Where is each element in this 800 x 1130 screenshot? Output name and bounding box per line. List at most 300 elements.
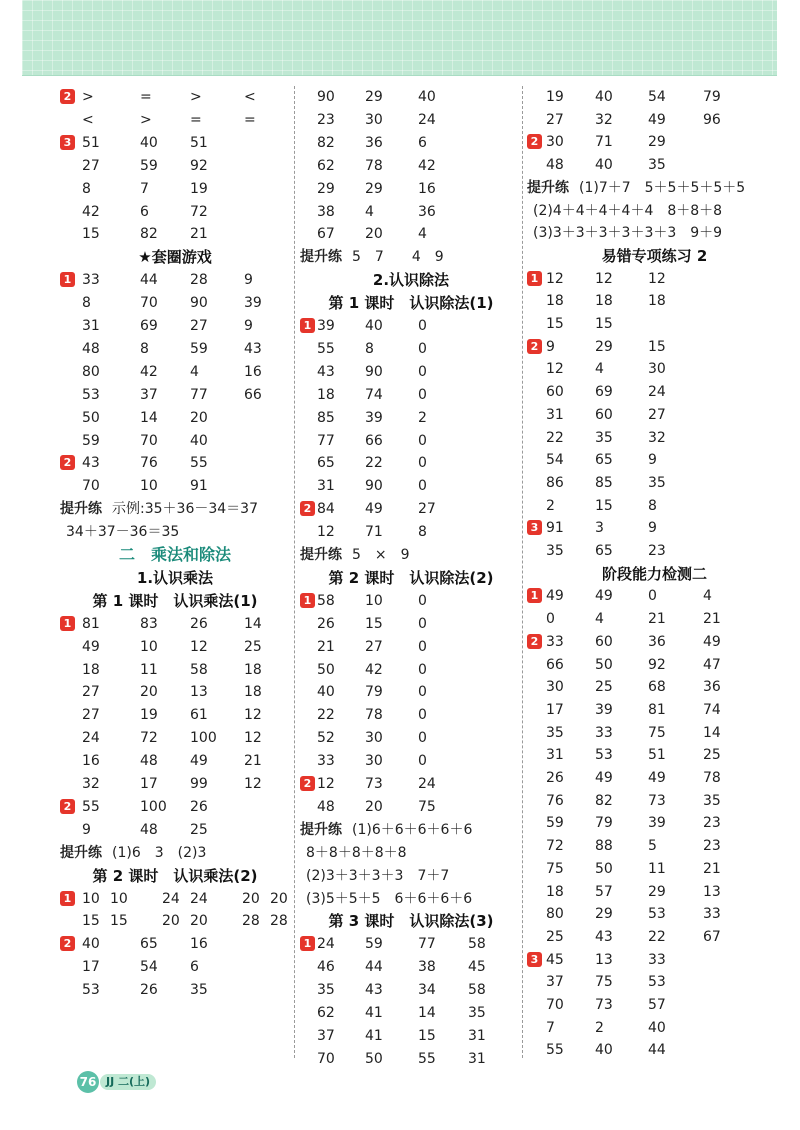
answer-line <box>300 956 522 978</box>
answer-line <box>60 979 290 1001</box>
answer-value: 78 <box>703 770 721 786</box>
answer-line <box>300 865 522 887</box>
answer-value: 62 <box>317 1005 335 1021</box>
answer-value: 31 <box>82 318 100 334</box>
answer-value: 20 <box>190 913 208 930</box>
answer-value: 90 <box>190 295 208 312</box>
answer-value: 92 <box>648 656 666 673</box>
answer-value: 21 <box>190 226 208 243</box>
answer-value: 76 <box>140 455 158 472</box>
answer-value: 38 <box>317 203 335 220</box>
answer-value: 4 <box>418 226 427 243</box>
answer-line <box>527 177 782 199</box>
answer-value: 35 <box>468 1005 486 1021</box>
answer-value: 78 <box>365 707 383 724</box>
answer-line <box>300 155 522 177</box>
spacer <box>135 545 151 564</box>
answer-value: 59 <box>365 936 383 953</box>
answer-line <box>60 498 290 520</box>
section-heading: 阶段能力检测二 <box>601 564 707 583</box>
answer-value: 30 <box>546 679 564 696</box>
answer-line <box>527 86 782 108</box>
answer-value: 43 <box>82 455 100 472</box>
answer-value: 41 <box>365 1027 383 1044</box>
answer-value: 75 <box>418 798 436 815</box>
answer-value: 39 <box>244 295 262 312</box>
answer-line <box>60 865 290 887</box>
answer-value: 33 <box>595 724 613 741</box>
answer-value: 38 <box>418 959 436 976</box>
answer-line <box>527 472 782 494</box>
answer-line <box>527 200 782 222</box>
answer-value: 0 <box>418 684 427 701</box>
answer-value: = <box>244 111 256 128</box>
answer-line <box>300 521 522 543</box>
answer-value: 39 <box>595 701 613 718</box>
answer-value: 34 <box>418 982 436 999</box>
answer-value: 55 <box>190 455 208 472</box>
answer-value: 9 <box>546 338 555 355</box>
answer-value: 25 <box>546 928 564 945</box>
answer-value: 49 <box>595 588 613 605</box>
practice-answer: 5 7 4 9 <box>352 249 444 266</box>
answer-line <box>60 132 290 154</box>
answer-value: 66 <box>244 386 262 403</box>
answer-line <box>60 819 290 841</box>
answer-value: 39 <box>648 815 666 832</box>
answer-value: 52 <box>317 730 335 747</box>
question-number-badge: 1 <box>300 936 315 951</box>
answer-line <box>60 888 290 910</box>
answer-value: 48 <box>140 753 158 770</box>
answer-value: 51 <box>648 747 666 764</box>
answer-value: 0 <box>418 455 427 472</box>
answer-value: 50 <box>365 1050 383 1067</box>
page-number: 76 <box>77 1071 99 1093</box>
answer-value: 35 <box>546 543 564 559</box>
answer-value: 15 <box>82 226 100 243</box>
answer-value: 13 <box>595 951 613 968</box>
practice-label: 提升练 <box>300 547 342 563</box>
answer-value: < <box>244 89 256 105</box>
answer-value: 48 <box>82 340 100 357</box>
answer-value: 59 <box>190 340 208 357</box>
answer-value: 20 <box>270 890 288 907</box>
answer-value: 49 <box>190 753 208 770</box>
answer-line <box>300 544 522 566</box>
practice-label: 提升练 <box>527 179 569 196</box>
answer-value: 29 <box>365 89 383 105</box>
answer-value: 21 <box>703 860 721 877</box>
answer-line <box>527 358 782 380</box>
answer-value: 79 <box>365 684 383 701</box>
answer-value: 18 <box>546 883 564 900</box>
answer-value: 62 <box>317 157 335 174</box>
section-heading: 易错专项练习 2 <box>601 246 708 265</box>
answer-line <box>60 773 290 795</box>
answer-line <box>527 290 782 312</box>
answer-value: 17 <box>546 701 564 718</box>
practice-answer: (3)3＋3＋3＋3＋3＋3 9＋9 <box>533 225 723 242</box>
answer-value: 40 <box>82 936 100 953</box>
answer-value: 15 <box>546 316 564 332</box>
answer-value: 0 <box>648 588 657 605</box>
answer-value: 17 <box>82 959 100 976</box>
answer-line <box>60 910 290 932</box>
answer-value: 32 <box>648 429 666 446</box>
answer-value: 53 <box>648 974 666 991</box>
question-number-badge: 3 <box>527 952 542 967</box>
answer-value: 54 <box>140 959 158 976</box>
answer-value: 85 <box>317 409 335 426</box>
answer-line <box>300 361 522 383</box>
answer-value: 55 <box>317 340 335 357</box>
answer-value: 24 <box>418 776 436 792</box>
answer-value: 15 <box>110 913 128 930</box>
answer-value: 40 <box>595 157 613 174</box>
answer-value: 33 <box>703 906 721 923</box>
answer-line <box>300 613 522 635</box>
answer-value: 81 <box>82 615 100 632</box>
answer-value: 49 <box>648 770 666 786</box>
answer-value: 42 <box>82 203 100 220</box>
answer-value: 26 <box>317 615 335 632</box>
answer-value: 14 <box>418 1005 436 1021</box>
answer-value: 6 <box>190 959 199 976</box>
answer-value: 30 <box>365 111 383 128</box>
answer-value: 35 <box>190 982 208 999</box>
section-heading: 第 1 课时 认识除法(1) <box>328 294 494 313</box>
answer-line <box>527 404 782 426</box>
answer-value: 51 <box>82 134 100 151</box>
answer-value: 14 <box>244 615 262 632</box>
answer-value: 20 <box>242 890 260 907</box>
answer-value: 25 <box>190 821 208 838</box>
answer-value: 36 <box>418 203 436 220</box>
answer-value: 69 <box>595 384 613 401</box>
answer-value: 53 <box>648 906 666 923</box>
answer-line <box>527 903 782 925</box>
answer-line <box>527 449 782 471</box>
answer-value: 18 <box>244 684 262 701</box>
answer-value: 12 <box>244 776 262 792</box>
answer-value: 10 <box>82 890 100 907</box>
answer-value: 9 <box>82 821 91 838</box>
answer-value: 35 <box>703 792 721 809</box>
answer-value: 0 <box>418 363 427 380</box>
answer-value: 50 <box>317 661 335 678</box>
answer-value: 26 <box>190 615 208 632</box>
answer-value: 37 <box>546 974 564 991</box>
answer-value: 33 <box>648 951 666 968</box>
answer-line <box>527 812 782 834</box>
answer-value: 18 <box>648 293 666 310</box>
practice-label: 提升练 <box>60 844 102 861</box>
answer-value: 18 <box>244 661 262 678</box>
book-tag: JJ 二(上) <box>100 1074 156 1090</box>
answer-value: 16 <box>244 363 262 380</box>
practice-label: 提升练 <box>60 501 102 518</box>
answer-value: 96 <box>703 111 721 128</box>
answer-value: 25 <box>595 679 613 696</box>
answer-value: 8 <box>418 524 427 541</box>
answer-value: 0 <box>418 615 427 632</box>
answer-value: 23 <box>703 815 721 832</box>
answer-value: 60 <box>546 384 564 401</box>
answer-value: 4 <box>703 588 712 605</box>
answer-line <box>300 338 522 360</box>
answer-value: 8 <box>365 340 374 357</box>
answer-value: 68 <box>648 679 666 696</box>
answer-line <box>60 750 290 772</box>
answer-value: 44 <box>365 959 383 976</box>
question-number-badge: 2 <box>60 89 75 104</box>
answer-value: 0 <box>418 753 427 770</box>
question-number-badge: 2 <box>527 339 542 354</box>
answer-value: 17 <box>140 776 158 792</box>
answer-value: 100 <box>140 798 167 815</box>
answer-value: 58 <box>468 936 486 953</box>
answer-line <box>527 131 782 153</box>
answer-line <box>527 154 782 176</box>
practice-answer: 5 × 9 <box>352 547 410 563</box>
answer-value: 75 <box>595 974 613 991</box>
answer-line <box>300 292 522 314</box>
answer-value: 82 <box>595 792 613 809</box>
answer-line <box>527 222 782 244</box>
answer-value: 24 <box>648 384 666 401</box>
answer-value: 12 <box>595 270 613 287</box>
question-number-badge: 2 <box>300 776 315 791</box>
question-number-badge: 1 <box>60 891 75 906</box>
answer-value: 26 <box>546 770 564 786</box>
answer-value: 91 <box>546 520 564 537</box>
answer-line <box>300 430 522 452</box>
answer-value: 60 <box>595 406 613 423</box>
answer-value: 30 <box>365 730 383 747</box>
answer-value: 10 <box>110 890 128 907</box>
answer-value: 99 <box>190 776 208 792</box>
answer-value: 10 <box>140 478 158 495</box>
answer-value: 10 <box>365 592 383 609</box>
question-number-badge: 1 <box>300 593 315 608</box>
answer-line <box>300 109 522 131</box>
answer-line <box>527 994 782 1016</box>
answer-value: 6 <box>418 134 427 151</box>
answer-value: 29 <box>595 338 613 355</box>
answer-line <box>527 790 782 812</box>
answer-value: 44 <box>648 1042 666 1059</box>
answer-line <box>60 109 290 131</box>
answer-line <box>527 109 782 131</box>
answer-value: 16 <box>82 753 100 770</box>
answer-value: < <box>82 111 94 128</box>
answer-value: 50 <box>595 860 613 877</box>
answer-value: 30 <box>546 134 564 151</box>
answer-value: 86 <box>546 474 564 491</box>
answer-value: 82 <box>317 134 335 151</box>
answer-value: 42 <box>365 661 383 678</box>
answer-line <box>527 563 782 585</box>
answer-line <box>300 246 522 268</box>
answer-line <box>60 155 290 177</box>
answer-value: 65 <box>595 452 613 469</box>
answer-value: 31 <box>317 478 335 495</box>
answer-value: 23 <box>703 838 721 855</box>
answer-line <box>60 613 290 635</box>
answer-line <box>300 773 522 795</box>
answer-line <box>300 819 522 841</box>
answer-value: 48 <box>140 821 158 838</box>
answer-value: 12 <box>190 638 208 655</box>
answer-line <box>300 681 522 703</box>
practice-answer: 示例:35＋36－34＝37 <box>112 501 258 518</box>
answer-value: 28 <box>270 913 288 930</box>
answer-line <box>60 246 290 268</box>
answer-value: 4 <box>190 363 199 380</box>
answer-value: 29 <box>317 180 335 197</box>
answer-value: 2 <box>418 409 427 426</box>
answer-line <box>60 384 290 406</box>
answer-value: 0 <box>418 592 427 609</box>
answer-value: 33 <box>82 272 100 289</box>
answer-line <box>60 567 290 589</box>
answer-line <box>60 269 290 291</box>
practice-answer: (3)5＋5＋5 6＋6＋6＋6 <box>306 890 473 907</box>
answer-value: 79 <box>703 89 721 105</box>
answer-value: 4 <box>365 203 374 220</box>
answer-value: 46 <box>317 959 335 976</box>
answer-value: > <box>140 111 152 128</box>
answer-line <box>60 178 290 200</box>
answer-value: 70 <box>140 432 158 449</box>
question-number-badge: 2 <box>527 134 542 149</box>
practice-answer: 8＋8＋8＋8＋8 <box>306 844 407 861</box>
answer-value: 30 <box>365 753 383 770</box>
answer-value: 20 <box>190 409 208 426</box>
answer-line <box>527 585 782 607</box>
question-number-badge: 2 <box>300 501 315 516</box>
answer-value: 33 <box>317 753 335 770</box>
answer-value: 19 <box>190 180 208 197</box>
answer-value: 24 <box>82 730 100 747</box>
answer-value: 65 <box>317 455 335 472</box>
answer-value: 49 <box>546 588 564 605</box>
answer-value: 0 <box>418 730 427 747</box>
answer-value: 74 <box>365 386 383 403</box>
answer-line <box>527 427 782 449</box>
answer-value: 37 <box>140 386 158 403</box>
answer-value: 76 <box>546 792 564 809</box>
answer-value: 65 <box>140 936 158 953</box>
answer-line <box>527 336 782 358</box>
answer-value: = <box>190 111 202 128</box>
answer-value: 10 <box>140 638 158 655</box>
section-heading: 2.认识除法 <box>372 271 450 290</box>
chapter-heading <box>60 544 290 566</box>
answer-value: 0 <box>418 478 427 495</box>
answer-value: 67 <box>317 226 335 243</box>
answer-line <box>60 86 290 108</box>
answer-value: 35 <box>595 429 613 446</box>
answer-value: 44 <box>140 272 158 289</box>
answer-line <box>60 475 290 497</box>
answer-value: 26 <box>140 982 158 999</box>
question-number-badge: 2 <box>527 634 542 649</box>
answer-value: 43 <box>595 928 613 945</box>
answer-value: 21 <box>244 753 262 770</box>
question-number-badge: 1 <box>527 271 542 286</box>
answer-value: 18 <box>595 293 613 310</box>
answer-value: 72 <box>546 838 564 855</box>
answer-value: 66 <box>365 432 383 449</box>
answer-value: 9 <box>648 520 657 537</box>
answer-value: 31 <box>468 1027 486 1044</box>
answer-line <box>527 676 782 698</box>
chapter-number: 二 <box>118 545 135 564</box>
answer-value: 12 <box>244 707 262 724</box>
answer-value: 21 <box>648 611 666 628</box>
answer-value: 58 <box>190 661 208 678</box>
answer-value: 2 <box>546 497 555 514</box>
answer-line <box>60 223 290 245</box>
answer-value: 40 <box>418 89 436 105</box>
answer-value: 55 <box>418 1050 436 1067</box>
answer-value: 69 <box>140 318 158 334</box>
answer-value: 15 <box>82 913 100 930</box>
answer-value: 39 <box>365 409 383 426</box>
answer-value: 50 <box>595 656 613 673</box>
answer-value: > <box>190 89 202 105</box>
answer-line <box>300 407 522 429</box>
answer-value: 14 <box>140 409 158 426</box>
answer-value: 22 <box>365 455 383 472</box>
answer-value: 35 <box>648 157 666 174</box>
answer-line <box>300 796 522 818</box>
answer-value: 82 <box>140 226 158 243</box>
answer-line <box>527 540 782 562</box>
answer-value: 8 <box>82 180 91 197</box>
answer-line <box>527 1039 782 1061</box>
answer-line <box>527 495 782 517</box>
column-divider <box>294 86 295 1058</box>
section-heading: ★套圈游戏 <box>138 248 212 267</box>
answer-line <box>60 407 290 429</box>
answer-line <box>300 132 522 154</box>
answer-line <box>527 699 782 721</box>
answer-value: 20 <box>140 684 158 701</box>
answer-value: 20 <box>162 913 180 930</box>
answer-line <box>300 1025 522 1047</box>
answer-value: > <box>82 89 94 105</box>
answer-value: 18 <box>317 386 335 403</box>
answer-value: 13 <box>190 684 208 701</box>
answer-value: 12 <box>317 524 335 541</box>
answer-value: 49 <box>365 501 383 518</box>
answer-value: 65 <box>595 543 613 559</box>
answer-value: 66 <box>546 656 564 673</box>
question-number-badge: 3 <box>60 135 75 150</box>
answer-value: 40 <box>595 89 613 105</box>
answer-value: 88 <box>595 838 613 855</box>
answer-value: 0 <box>418 661 427 678</box>
answer-value: 15 <box>595 497 613 514</box>
answer-line <box>527 971 782 993</box>
answer-line <box>527 517 782 539</box>
answer-line <box>300 223 522 245</box>
answer-value: 8 <box>648 497 657 514</box>
answer-value: 7 <box>140 180 149 197</box>
